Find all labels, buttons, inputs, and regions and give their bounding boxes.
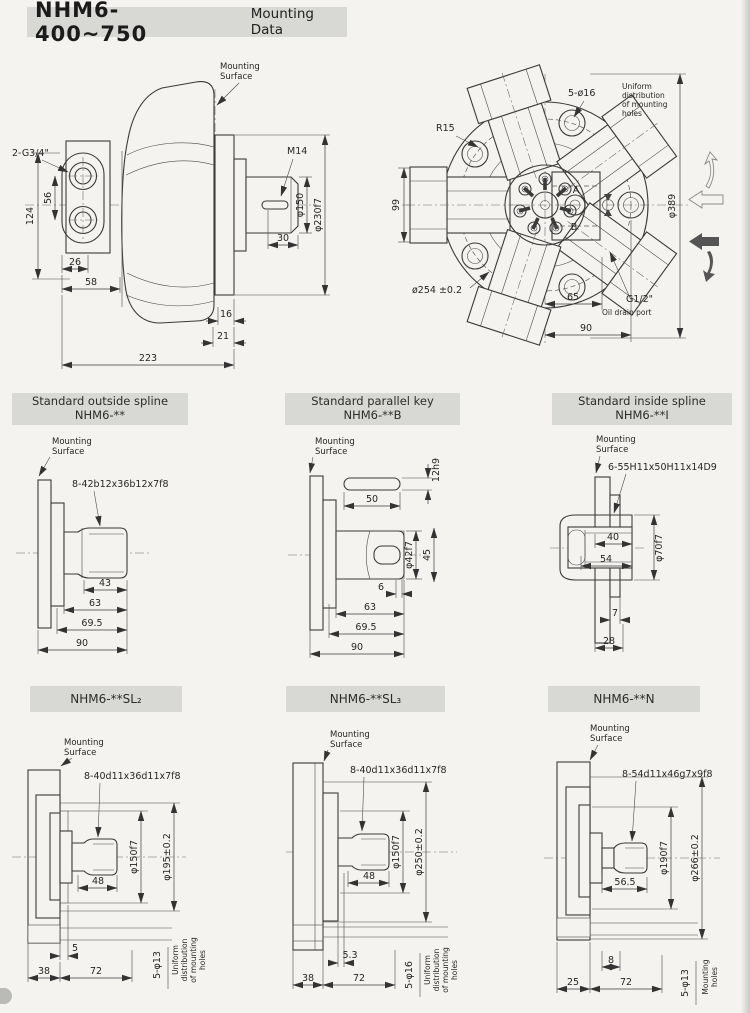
mounting-surface-label: Mounting (64, 738, 104, 748)
note-line: holes (198, 950, 207, 970)
dim-21 (201, 327, 246, 347)
dim-30-label: 30 (276, 233, 290, 244)
mounting-note (701, 959, 719, 994)
dim-56-5 (602, 875, 647, 893)
dim-54-label: 54 (599, 554, 613, 565)
dim-58 (62, 275, 120, 293)
dim-69-5-label: 69.5 (355, 622, 377, 633)
header-line: NHM6-**SL₃ (329, 691, 402, 706)
dim-90-label: 90 (350, 642, 364, 653)
thread-label: M14 (287, 146, 308, 157)
motor-body (122, 82, 214, 323)
dim-72 (590, 955, 662, 993)
note-line: distribution (432, 948, 441, 992)
note-line: holes (710, 967, 719, 987)
dia-label: φ70f7 (654, 534, 665, 562)
dim-43-label: 43 (98, 578, 112, 589)
mounting-surface-label: Surface (52, 447, 85, 457)
dim-38 (293, 950, 323, 989)
shaft-dia-label: φ42f7 (404, 541, 415, 569)
bolt-circle-label: ø254 ±0.2 (412, 285, 463, 296)
mounting-surface-label: Surface (64, 748, 97, 758)
n-type-drawing (540, 715, 750, 1013)
page-title: NHM6-400~750 (35, 0, 148, 46)
key-width-label: 12h9 (431, 457, 442, 483)
dim-72 (60, 950, 132, 982)
holes-label: 5-φ13 (152, 951, 163, 979)
shaft-dia-label: φ150 (295, 192, 306, 218)
radius-label: R15 (436, 123, 455, 134)
dim-25-label: 25 (566, 977, 580, 988)
dim-90-label: 90 (75, 638, 89, 649)
dim-48 (348, 871, 389, 887)
dim-99-label: 99 (391, 198, 402, 212)
dim-124-label: 124 (25, 206, 36, 226)
mounting-surface-label: Mounting (52, 437, 92, 447)
header-line: NHM6-**N (593, 691, 655, 706)
dim-63 (336, 580, 404, 618)
header-sl2 (30, 686, 182, 712)
outer-dia-label: φ389 (667, 193, 678, 219)
dim-72-label: 72 (619, 977, 633, 988)
note-line: Uniform (423, 955, 432, 985)
note-line: of mounting (441, 947, 450, 993)
outside-spline-drawing (10, 428, 265, 678)
rotation-direction-arrows (689, 152, 723, 282)
holes-label: 5-φ16 (404, 961, 415, 989)
header-line: NHM6-**B (343, 408, 402, 422)
drain-label: Oil drain port (602, 308, 652, 317)
dim-5-label: 5 (71, 943, 79, 954)
dim-38-label: 38 (37, 966, 51, 977)
mounting-surface-label: Surface (315, 447, 348, 457)
dim-72-label: 72 (89, 966, 103, 977)
spline-spec-label: 6-55H11x50H11x14D9 (608, 462, 717, 473)
dim-63 (64, 580, 127, 614)
dim-69-5 (57, 608, 127, 634)
mounting-surface-label: Surface (330, 740, 363, 750)
sl2-drawing (8, 715, 276, 1013)
header-parallel-key (285, 393, 460, 425)
mounting-surface-label: Surface (596, 445, 629, 455)
header-line: NHM6-**SL₂ (70, 691, 142, 706)
dim-90-label: 90 (579, 323, 593, 334)
header-outside-spline (12, 393, 188, 425)
title-band (27, 0, 347, 46)
dim-43 (84, 578, 127, 654)
note-line: Uniform (171, 945, 180, 975)
dim-21-label: 21 (216, 331, 230, 342)
mounting-note (171, 937, 207, 983)
shaft-dia-label: φ150f7 (391, 835, 402, 869)
dim-72 (323, 950, 395, 989)
dim-28-label: 28 (602, 636, 616, 647)
dim-48 (78, 875, 117, 892)
mounting-note (423, 947, 459, 993)
key (344, 478, 400, 490)
pilot-dia-label: φ195±0.2 (162, 833, 173, 881)
flange-dia-label: φ230f7 (313, 198, 324, 232)
dim-26 (62, 255, 88, 273)
note-line: distribution (622, 91, 665, 100)
inside-spline-drawing (548, 428, 750, 678)
dim-72-label: 72 (352, 973, 366, 984)
mounting-surface-label: Surface (590, 734, 623, 744)
note-line: Mounting (701, 959, 710, 995)
front-view-drawing (390, 52, 750, 374)
mounting-surface-label: Mounting (596, 435, 636, 445)
dim-6 (378, 580, 412, 598)
dim-48-label: 48 (362, 871, 376, 882)
note-line: holes (450, 960, 459, 980)
spline-spec-label: 8-42b12x36b12x7f8 (72, 479, 169, 490)
side-view-drawing (10, 55, 355, 373)
rotate-cw-solid-arrow-icon (703, 251, 715, 282)
holes-label: 5-φ13 (680, 969, 691, 997)
rotate-ccw-outline-arrow-icon (705, 152, 717, 188)
shaft-dia-label: φ150f7 (129, 840, 140, 874)
port-block (62, 141, 110, 253)
dim-16-label: 16 (219, 309, 233, 320)
dim-56-5-label: 56.5 (614, 877, 636, 888)
port-a-label: A (572, 185, 580, 196)
dim-8 (602, 951, 620, 971)
mounting-surface-label: Mounting (315, 437, 355, 447)
sl3-drawing (282, 715, 534, 1013)
dim-63-label: 63 (363, 602, 377, 613)
pilot-dia-label: φ250±0.2 (414, 828, 425, 876)
header-n (548, 686, 700, 712)
mounting-surface-label: Mounting (220, 62, 260, 72)
dim-phi70f7 (634, 515, 665, 580)
dim-56 (43, 176, 55, 220)
dim-56-label: 56 (43, 191, 54, 205)
pilot-dia-label: φ266±0.2 (690, 834, 701, 882)
header-sl3 (286, 686, 445, 712)
dim-5-3-label: 5.3 (342, 950, 358, 961)
drain-thread-label: G1/2" (626, 294, 654, 305)
dim-63-label: 63 (88, 598, 102, 609)
header-line: Standard parallel key (311, 394, 434, 409)
mounting-surface-label: Mounting (590, 724, 630, 734)
dim-90 (38, 630, 127, 654)
parallel-key-drawing (282, 428, 532, 678)
note-line: of mounting (189, 937, 198, 983)
dim-25 (557, 942, 590, 993)
dim-26-label: 26 (68, 257, 82, 268)
page-subtitle: Mounting Data (250, 6, 314, 38)
flange-and-shaft (215, 135, 298, 295)
spline-spec-label: 8-54d11x46g7x9f8 (622, 769, 713, 780)
dim-45-label: 45 (422, 548, 433, 562)
mounting-surface-callout (217, 62, 260, 105)
header-line: NHM6-**I (615, 408, 669, 422)
dim-124 (25, 153, 70, 279)
dim-6-label: 6 (377, 582, 385, 593)
dim-7-label: 7 (611, 608, 619, 619)
header-line: Standard outside spline (31, 394, 169, 409)
header-line: NHM6-** (74, 408, 126, 422)
holes-label: 5-ø16 (568, 88, 596, 99)
header-line: Standard inside spline (578, 394, 706, 409)
dim-40-label: 40 (606, 532, 620, 543)
header-inside-spline (552, 393, 732, 425)
mounting-surface-label: Mounting (330, 730, 370, 740)
port-b-label: B (570, 222, 578, 233)
dim-223-label: 223 (138, 353, 158, 364)
dim-8-label: 8 (607, 955, 615, 966)
dim-50 (344, 492, 400, 510)
dim-38 (28, 943, 60, 982)
note-line: distribution (180, 938, 189, 982)
left-solid-arrow-icon (689, 233, 719, 250)
spline-spec-label: 8-40d11x36d11x7f8 (350, 765, 447, 776)
left-outline-arrow-icon (689, 191, 723, 208)
note-line: of mounting (622, 100, 668, 109)
dim-65-label: 65 (566, 292, 580, 303)
note-line: Uniform (622, 82, 652, 91)
spline-spec-label: 8-40d11x36d11x7f8 (84, 771, 181, 782)
shaft-dia-label: φ190f7 (659, 841, 670, 875)
dim-69-5-label: 69.5 (81, 618, 103, 629)
mounting-surface-label: Surface (220, 72, 253, 82)
dim-12h9 (402, 458, 442, 504)
dim-45 (422, 528, 434, 582)
dim-38-label: 38 (301, 973, 315, 984)
page-edge-shadow (741, 0, 750, 1013)
ports-label: 2-G3/4" (12, 148, 49, 159)
dim-48-label: 48 (91, 876, 105, 887)
note-line: holes (622, 109, 642, 118)
key-length-label: 50 (365, 494, 379, 505)
dim-58-label: 58 (84, 277, 98, 288)
